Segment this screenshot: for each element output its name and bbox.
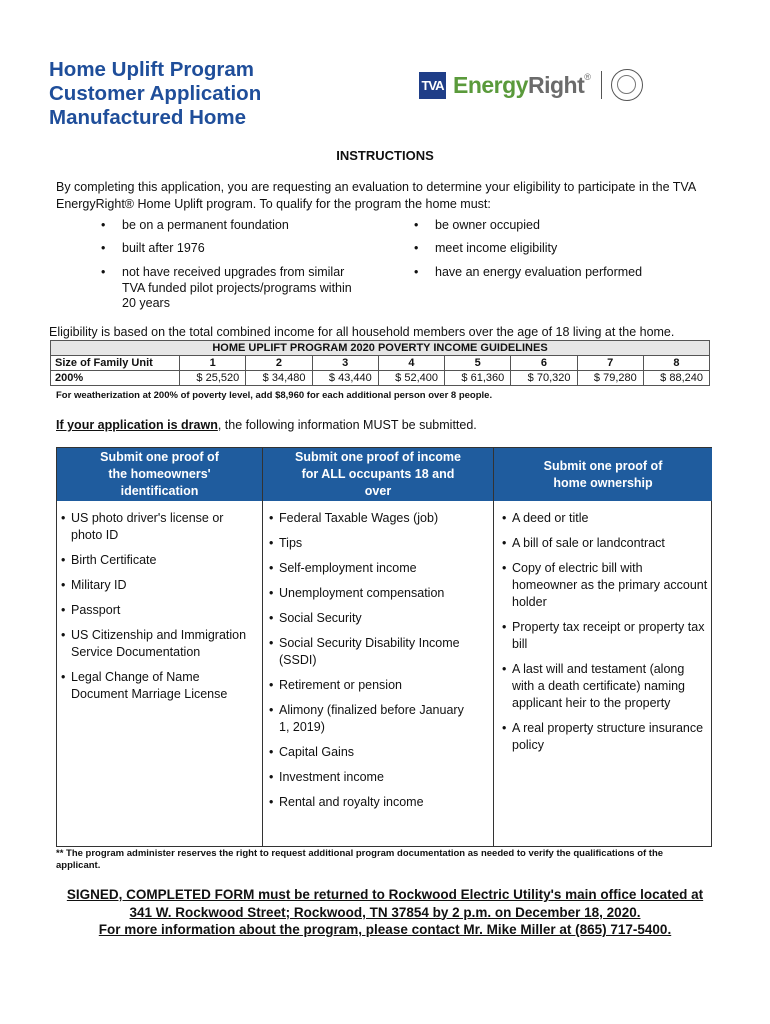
- title-line-2: Customer Application: [49, 82, 262, 105]
- bullet-icon: •: [414, 241, 419, 255]
- bullet-text: have an energy evaluation performed: [435, 265, 643, 279]
- list-item: • Legal Change of Name Document Marriage License: [61, 670, 228, 701]
- table-row: [51, 356, 710, 371]
- list-item: • Birth Certificate: [61, 553, 157, 567]
- energyright-logo: [419, 68, 643, 102]
- list-item: • US photo driver's license or photo ID: [61, 511, 224, 542]
- list-item: • A bill of sale or landcontract: [502, 536, 665, 550]
- row-label-family-size: Size of Family Unit: [51, 356, 180, 371]
- bullet-text: built after 1976: [122, 241, 205, 255]
- bullet-text: meet income eligibility: [435, 241, 558, 255]
- title-line-3: Manufactured Home: [49, 106, 247, 129]
- list-item: • Social Security Disability Income (SSDI): [269, 636, 460, 667]
- list-item: • Property tax receipt or property tax bill: [502, 620, 705, 651]
- logo-divider: [601, 71, 602, 99]
- bullet-text: be on a permanent foundation: [122, 218, 289, 232]
- logo-registered-mark: ®: [584, 72, 591, 82]
- ownership-list: [502, 510, 710, 762]
- closing-line-2: 341 W. Rockwood Street; Rockwood, TN 37854 by 2 p.m. on December 18, 2020.: [129, 904, 641, 920]
- row-label-200-percent: 200%: [51, 371, 180, 386]
- closing-instructions: [0, 886, 770, 939]
- list-item: • Retirement or pension: [269, 678, 402, 692]
- city-seal-icon: [611, 69, 643, 101]
- bullet-item: [414, 241, 705, 257]
- bullet-icon: •: [101, 265, 106, 279]
- column-divider: [262, 448, 263, 846]
- table-title: HOME UPLIFT PROGRAM 2020 POVERTY INCOME GUIDELINES: [51, 341, 710, 356]
- bullet-text: be owner occupied: [435, 218, 540, 232]
- list-item: • Alimony (finalized before January 1, 2019): [269, 703, 464, 734]
- bullet-item: [414, 265, 705, 281]
- requirements-table: [56, 447, 712, 847]
- tva-logo-icon: TVA: [419, 72, 446, 99]
- income-list: [269, 510, 474, 819]
- list-item: • Unemployment compensation: [269, 586, 445, 600]
- bullet-icon: •: [414, 265, 419, 279]
- closing-line-1: SIGNED, COMPLETED FORM must be returned to Rockwood Electric Utility's main office located at: [66, 887, 704, 902]
- header-income: Submit one proof of income for ALL occupants 18 and over: [263, 448, 493, 501]
- table-cell: 8: [643, 356, 709, 371]
- identification-list: [61, 510, 256, 711]
- list-item: • Self-employment income: [269, 561, 417, 575]
- list-item: • US Citizenship and Immigration Service Documentation: [61, 628, 247, 659]
- drawn-instructions: [56, 418, 477, 432]
- list-item: • Passport: [61, 603, 121, 617]
- bullet-text: not have received upgrades from similar TVA funded pilot projects/programs within 20 years: [122, 265, 352, 310]
- table-cell: 4: [378, 356, 444, 371]
- table-cell: 7: [577, 356, 643, 371]
- table-cell: 5: [445, 356, 511, 371]
- table-cell: $ 52,400: [378, 371, 444, 386]
- bullet-icon: •: [101, 241, 106, 255]
- list-item: • Federal Taxable Wages (job): [269, 511, 439, 525]
- instructions-intro: By completing this application, you are requesting an evaluation to determine your eligibility to participate in the TVA EnergyRight® Home Uplift program. To qualify for the program the home must:: [56, 180, 696, 211]
- list-item: • Military ID: [61, 578, 127, 592]
- bullet-item: [101, 241, 362, 257]
- eligibility-text: Eligibility is based on the total combined income for all household members over the age of 18 living at the home.: [49, 325, 675, 339]
- list-item: • A deed or title: [502, 511, 589, 525]
- table-cell: $ 34,480: [246, 371, 312, 386]
- list-item: • Investment income: [269, 770, 384, 784]
- poverty-guidelines-table: [50, 340, 710, 386]
- drawn-bold-text: If your application is drawn: [56, 418, 218, 432]
- list-item: • A last will and testament (along with a death certificate) naming applicant heir to the property: [502, 662, 686, 710]
- title-line-1: Home Uplift Program: [49, 58, 255, 81]
- table-cell: $ 79,280: [577, 371, 643, 386]
- list-item: • Tips: [269, 536, 303, 550]
- table-cell: $ 43,440: [312, 371, 378, 386]
- closing-line-3: For more information about the program, please contact Mr. Mike Miller at (865) 717-5400.: [98, 922, 672, 937]
- table-cell: 2: [246, 356, 312, 371]
- header-identification: Submit one proof of the homeowners' identification: [57, 448, 262, 501]
- list-item: • Copy of electric bill with homeowner as the primary account holder: [502, 561, 708, 609]
- weatherization-note: For weatherization at 200% of poverty level, add $8,960 for each additional person over 8 people.: [56, 390, 493, 401]
- table-cell: $ 25,520: [180, 371, 246, 386]
- table-cell: 3: [312, 356, 378, 371]
- list-item: • Capital Gains: [269, 745, 355, 759]
- logo-energy-text: Energy: [453, 71, 528, 98]
- bullet-item: [101, 218, 362, 234]
- table-cell: 6: [511, 356, 577, 371]
- list-item: • Rental and royalty income: [269, 795, 424, 809]
- list-item: • A real property structure insurance policy: [502, 721, 704, 752]
- page-title: [49, 58, 261, 130]
- table-cell: $ 61,360: [445, 371, 511, 386]
- table-cell: $ 70,320: [511, 371, 577, 386]
- bullet-item: [414, 218, 705, 234]
- table-cell: $ 88,240: [643, 371, 709, 386]
- list-item: • Social Security: [269, 611, 362, 625]
- table-row: [51, 371, 710, 386]
- instructions-heading: INSTRUCTIONS: [336, 148, 434, 163]
- drawn-rest-text: , the following information MUST be submitted.: [217, 418, 477, 432]
- bullet-icon: •: [101, 218, 106, 232]
- column-divider: [493, 448, 494, 846]
- program-footnote: ** The program administer reserves the right to request additional program documentation as needed to verify the qualifications of the applicant.: [56, 848, 664, 871]
- table-cell: 1: [180, 356, 246, 371]
- header-ownership: Submit one proof of home ownership: [494, 448, 712, 501]
- bullet-item: [101, 265, 362, 312]
- bullet-icon: •: [414, 218, 419, 232]
- logo-right-text: Right: [527, 71, 585, 98]
